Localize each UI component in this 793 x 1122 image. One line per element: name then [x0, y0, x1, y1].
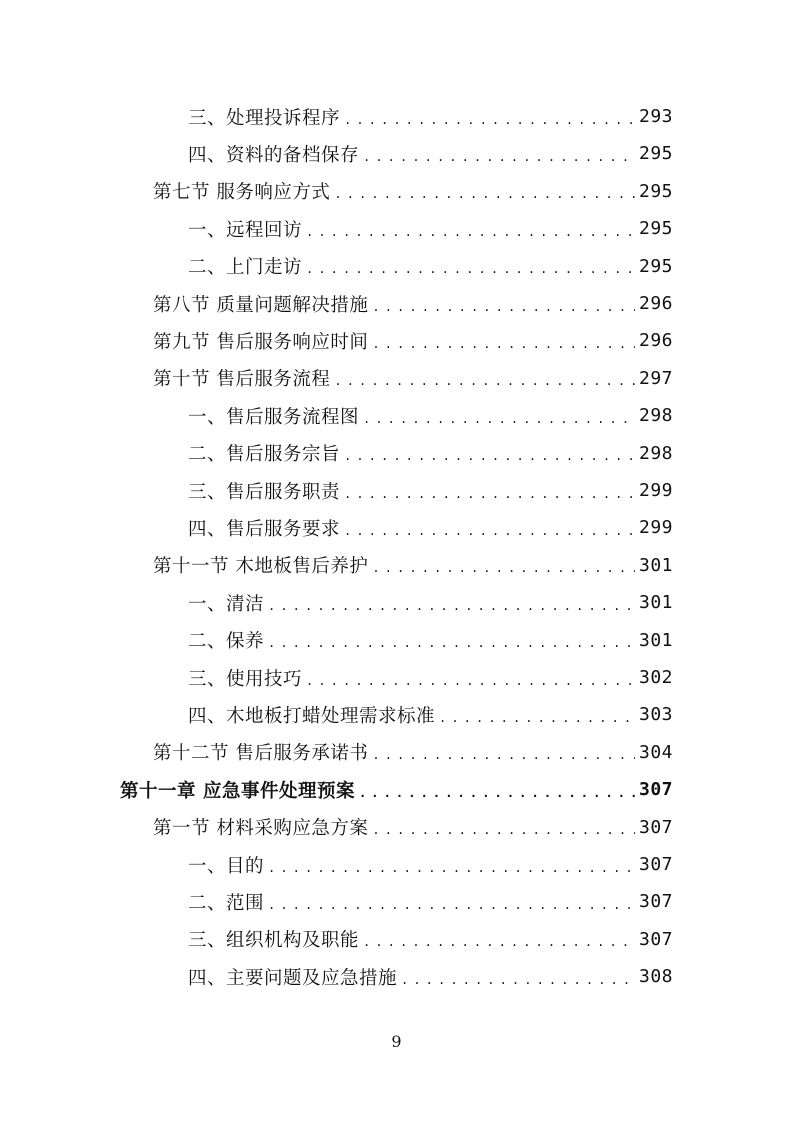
- toc-leader-dots: [363, 935, 635, 949]
- toc-leader-dots: [372, 561, 635, 575]
- toc-leader-dots: [401, 973, 635, 987]
- toc-entry-title: 第十节 售后服务流程: [153, 369, 331, 391]
- toc-leader-dots: [344, 113, 635, 127]
- toc-entry-page: 302: [638, 667, 673, 688]
- toc-entry-title: 一、清洁: [188, 593, 265, 615]
- toc-leader-dots: [268, 861, 635, 875]
- toc-entry[interactable]: [188, 921, 673, 958]
- toc-entry-page: 299: [638, 517, 673, 539]
- toc-entry-page: 293: [638, 106, 673, 127]
- toc-entry-page: 295: [638, 255, 673, 277]
- toc-entry-title: 二、售后服务宗旨: [188, 444, 341, 466]
- toc-entry-page: 307: [638, 854, 673, 875]
- toc-leader-dots: [372, 300, 635, 314]
- toc-entry[interactable]: [153, 547, 673, 584]
- toc-entry-title: 一、远程回访: [188, 219, 303, 241]
- toc-leader-dots: [359, 786, 635, 800]
- toc-leader-dots: [268, 636, 635, 650]
- toc-entry-title: 三、售后服务职责: [188, 481, 341, 503]
- toc-entry-page: 301: [638, 554, 673, 576]
- toc-entry-page: 307: [638, 779, 673, 801]
- toc-entry[interactable]: [188, 98, 673, 135]
- toc-leader-dots: [439, 711, 635, 725]
- toc-leader-dots: [372, 748, 635, 762]
- toc-entry[interactable]: [188, 472, 673, 509]
- toc-entry[interactable]: [188, 958, 673, 995]
- toc-entry-title: 二、保养: [188, 631, 265, 653]
- toc-leader-dots: [344, 487, 635, 501]
- toc-leader-dots: [363, 150, 635, 164]
- toc-leader-dots: [344, 524, 635, 538]
- toc-entry-title: 一、售后服务流程图: [188, 406, 360, 428]
- toc-entry-page: 299: [638, 480, 673, 501]
- toc-entry-page: 301: [638, 592, 673, 614]
- toc-entry-page: 304: [638, 741, 673, 763]
- toc-entry-title: 第九节 售后服务响应时间: [153, 331, 369, 353]
- toc-leader-dots: [268, 599, 635, 613]
- toc-entry-page: 303: [638, 704, 673, 726]
- toc-entry[interactable]: [188, 509, 673, 546]
- toc-leader-dots: [306, 674, 635, 688]
- toc-entry-title: 四、主要问题及应急措施: [188, 967, 398, 989]
- toc-leader-dots: [344, 449, 635, 463]
- toc-entry-title: 四、资料的备档保存: [188, 144, 360, 166]
- toc-entry-title: 三、处理投诉程序: [188, 107, 341, 129]
- toc-entry-page: 296: [638, 293, 673, 314]
- toc-entry-title: 第一节 材料采购应急方案: [153, 818, 369, 840]
- toc-entry[interactable]: [153, 173, 673, 210]
- toc-entry-title: 三、使用技巧: [188, 668, 303, 690]
- toc-entry[interactable]: [188, 584, 673, 621]
- toc-entry[interactable]: [188, 883, 673, 920]
- toc-entry-page: 298: [638, 442, 673, 464]
- toc-entry-title: 二、范围: [188, 892, 265, 914]
- toc-entry[interactable]: [188, 435, 673, 472]
- toc-entry[interactable]: [188, 135, 673, 172]
- toc-leader-dots: [372, 337, 635, 351]
- toc-entry-title: 四、木地板打蜡处理需求标准: [188, 705, 436, 727]
- toc-leader-dots: [363, 412, 635, 426]
- toc-entry-page: 307: [638, 928, 673, 950]
- toc-entry[interactable]: [153, 734, 673, 771]
- toc-entry-page: 295: [638, 218, 673, 240]
- toc-leader-dots: [268, 898, 635, 912]
- toc-entry[interactable]: [188, 397, 673, 434]
- toc-entry[interactable]: [153, 360, 673, 397]
- toc-entry-page: 307: [638, 891, 673, 913]
- toc-entry-title: 三、组织机构及职能: [188, 930, 360, 952]
- toc-leader-dots: [334, 187, 635, 201]
- toc-entry[interactable]: [188, 696, 673, 733]
- toc-entry[interactable]: [153, 809, 673, 846]
- toc-entry-title: 四、售后服务要求: [188, 518, 341, 540]
- toc-leader-dots: [372, 823, 635, 837]
- page-number: 9: [391, 1032, 402, 1051]
- toc-entry[interactable]: [188, 210, 673, 247]
- toc-entry-page: 298: [638, 405, 673, 427]
- toc-entry-page: 295: [638, 143, 673, 165]
- toc-entry[interactable]: [188, 659, 673, 696]
- toc-entry-title: 第十二节 售后服务承诺书: [153, 743, 369, 765]
- toc-entry-page: 301: [638, 629, 673, 651]
- toc-entry-page: 308: [638, 966, 673, 988]
- toc-leader-dots: [306, 225, 635, 239]
- toc-entry-page: 297: [638, 367, 673, 389]
- toc-entry-title: 第十一章 应急事件处理预案: [120, 780, 355, 802]
- toc-entry-page: 295: [638, 180, 673, 202]
- toc-entry-page: 296: [638, 330, 673, 352]
- toc-leader-dots: [306, 262, 635, 276]
- toc-entry[interactable]: [153, 285, 673, 322]
- toc-entry-title: 第十一节 木地板售后养护: [153, 556, 369, 578]
- toc-entry[interactable]: [120, 771, 673, 808]
- toc-entry-title: 第八节 质量问题解决措施: [153, 294, 369, 316]
- toc-entry-title: 一、目的: [188, 855, 265, 877]
- toc-leader-dots: [334, 374, 635, 388]
- toc-entry-page: 307: [638, 816, 673, 838]
- toc-entry[interactable]: [188, 248, 673, 285]
- toc-entry[interactable]: [153, 322, 673, 359]
- toc-entry-title: 二、上门走访: [188, 257, 303, 279]
- toc-entry-title: 第七节 服务响应方式: [153, 182, 331, 204]
- toc-entry[interactable]: [188, 846, 673, 883]
- toc-entry[interactable]: [188, 622, 673, 659]
